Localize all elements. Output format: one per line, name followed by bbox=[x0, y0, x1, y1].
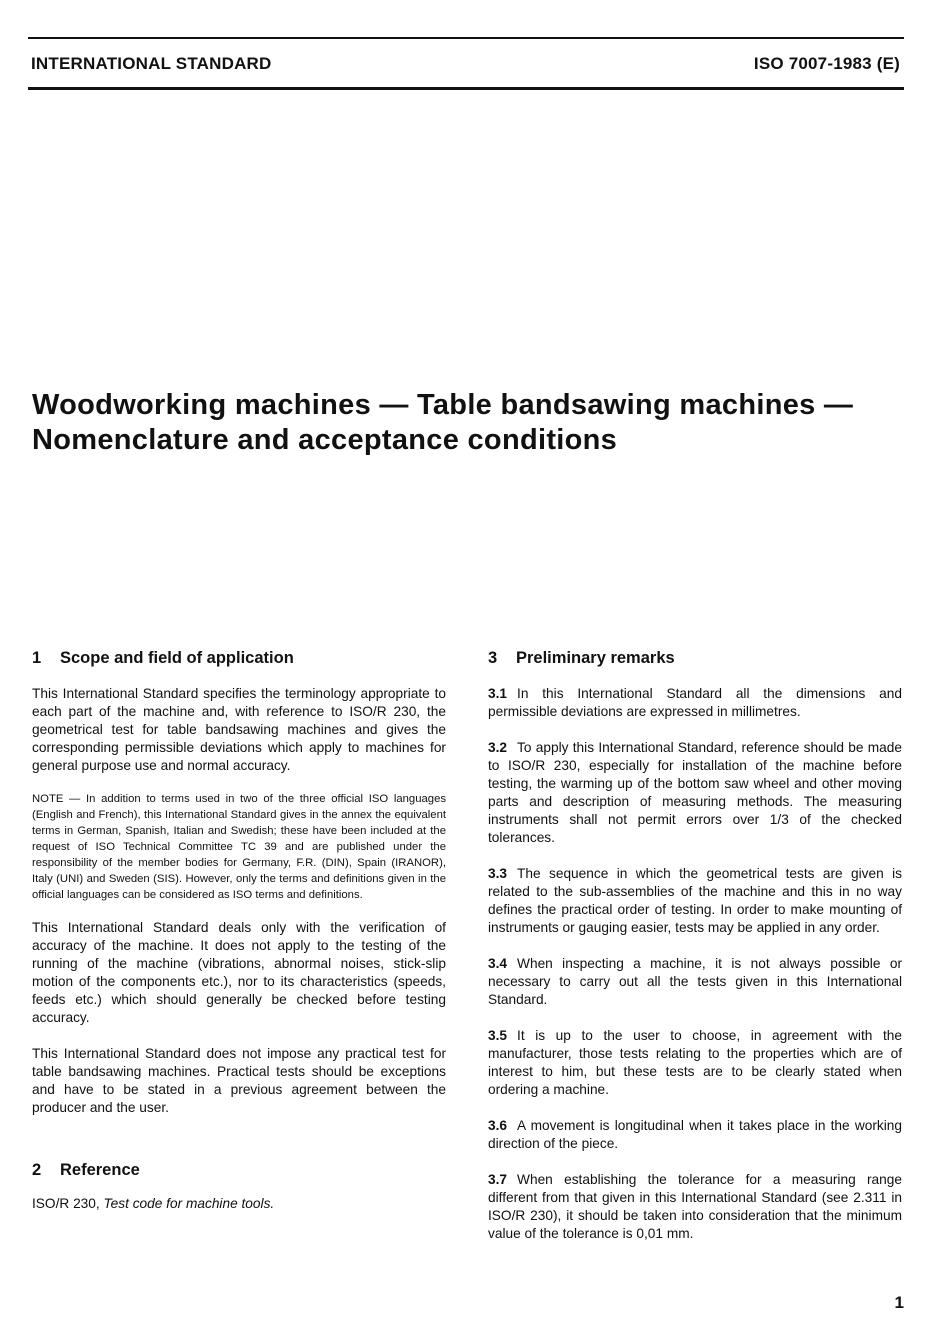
clause-text: When inspecting a machine, it is not always possible or necessary to carry out all the tests given in this International Standard. bbox=[488, 956, 902, 1007]
clause-text: When establishing the tolerance for a measuring range different from that given in this International Standard (see 2.311 in ISO/R 230), it should be taken into consideration that the minimum value of the tolerance is 0,01 mm. bbox=[488, 1172, 902, 1241]
clause-text: To apply this International Standard, reference should be made to ISO/R 230, especially for installation of the machine before testing, the warming up of the bottom saw wheel and other moving parts and description of measuring methods. The measuring instruments shall not permit errors over 1/3 of the checked tolerances. bbox=[488, 740, 902, 845]
left-column bbox=[32, 648, 446, 1213]
section-1-number: 1 bbox=[32, 649, 42, 667]
header-standard-label: INTERNATIONAL STANDARD bbox=[31, 54, 272, 73]
page-number: 1 bbox=[894, 1293, 904, 1312]
reference-entry bbox=[32, 1195, 446, 1213]
clause-3-2 bbox=[488, 739, 902, 847]
clause-text: The sequence in which the geometrical tests are given is related to the sub-assemblies of the machine and this in no way defines the practical order of testing. In order to make mounting of instruments or gauging easier, tests may be applied in any order. bbox=[488, 866, 902, 935]
header-bottom-rule bbox=[28, 87, 904, 90]
section-1-heading bbox=[32, 648, 446, 668]
header-document-id: ISO 7007-1983 (E) bbox=[753, 54, 900, 73]
clause-3-7 bbox=[488, 1171, 902, 1243]
section-3-heading bbox=[488, 648, 902, 668]
section-3-title: Preliminary remarks bbox=[516, 649, 675, 667]
practical-test-paragraph: This International Standard does not impose any practical test for table bandsawing machines. Practical tests should be exceptions and have to be stated in a previous agreement between the producer and the user. bbox=[32, 1046, 446, 1115]
clause-text: In this International Standard all the dimensions and permissible deviations are expressed in millimetres. bbox=[488, 686, 902, 719]
clause-3-3 bbox=[488, 865, 902, 937]
right-column bbox=[488, 648, 902, 1243]
languages-note: NOTE — In addition to terms used in two of the three official ISO languages (English and French), this International Standard gives in the annex the equivalent terms in German, Spanish, Italian and Swedish; these have been included at the request of ISO Technical Committee TC 39 and are published under the responsibility of the member bodies for Germany, F.R. (DIN), Spain (IRANOR), Italy (UNI) and Sweden (SIS). However, only the terms and definitions given in the official languages can be considered as ISO terms and definitions. bbox=[32, 793, 446, 901]
clause-number: 3.4 bbox=[488, 956, 508, 971]
clause-text: It is up to the user to choose, in agreement with the manufacturer, those tests relating to the properties which are of interest to him, but these tests are to be clearly stated when ordering a machine. bbox=[488, 1028, 902, 1097]
clause-number: 3.5 bbox=[488, 1028, 508, 1043]
clause-number: 3.6 bbox=[488, 1118, 508, 1133]
document-title bbox=[32, 388, 853, 458]
clause-number: 3.1 bbox=[488, 686, 508, 701]
section-3-number: 3 bbox=[488, 649, 498, 667]
section-2-heading bbox=[32, 1160, 446, 1180]
section-2-number: 2 bbox=[32, 1161, 42, 1179]
clause-number: 3.3 bbox=[488, 866, 508, 881]
clause-number: 3.7 bbox=[488, 1172, 508, 1187]
clause-3-1 bbox=[488, 685, 902, 721]
clause-number: 3.2 bbox=[488, 740, 508, 755]
clause-3-4 bbox=[488, 955, 902, 1009]
title-line-2: Nomenclature and acceptance conditions bbox=[32, 424, 618, 456]
scope-paragraph: This International Standard specifies the terminology appropriate to each part of the machine and, with reference to ISO/R 230, the geometrical test for table bandsawing machines and gives the corresponding permissible deviations which apply to machines for general purpose use and normal accuracy. bbox=[32, 686, 446, 773]
clause-3-6 bbox=[488, 1117, 902, 1153]
verification-paragraph: This International Standard deals only with the verification of accuracy of the machine. It does not apply to the testing of the running of the machine (vibrations, abnormal noises, stick-slip motion of the components etc.), nor to its characteristics (speeds, feeds etc.) which should generally be checked before testing accuracy. bbox=[32, 920, 446, 1025]
header-top-rule bbox=[28, 37, 904, 39]
reference-code: ISO/R 230, bbox=[32, 1196, 100, 1211]
reference-title: Test code for machine tools. bbox=[103, 1196, 275, 1211]
clause-3-5 bbox=[488, 1027, 902, 1099]
clause-text: A movement is longitudinal when it takes place in the working direction of the piece. bbox=[488, 1118, 902, 1151]
section-2-title: Reference bbox=[60, 1161, 140, 1179]
title-line-1: Woodworking machines — Table bandsawing machines — bbox=[32, 389, 854, 421]
section-1-title: Scope and field of application bbox=[60, 649, 294, 667]
